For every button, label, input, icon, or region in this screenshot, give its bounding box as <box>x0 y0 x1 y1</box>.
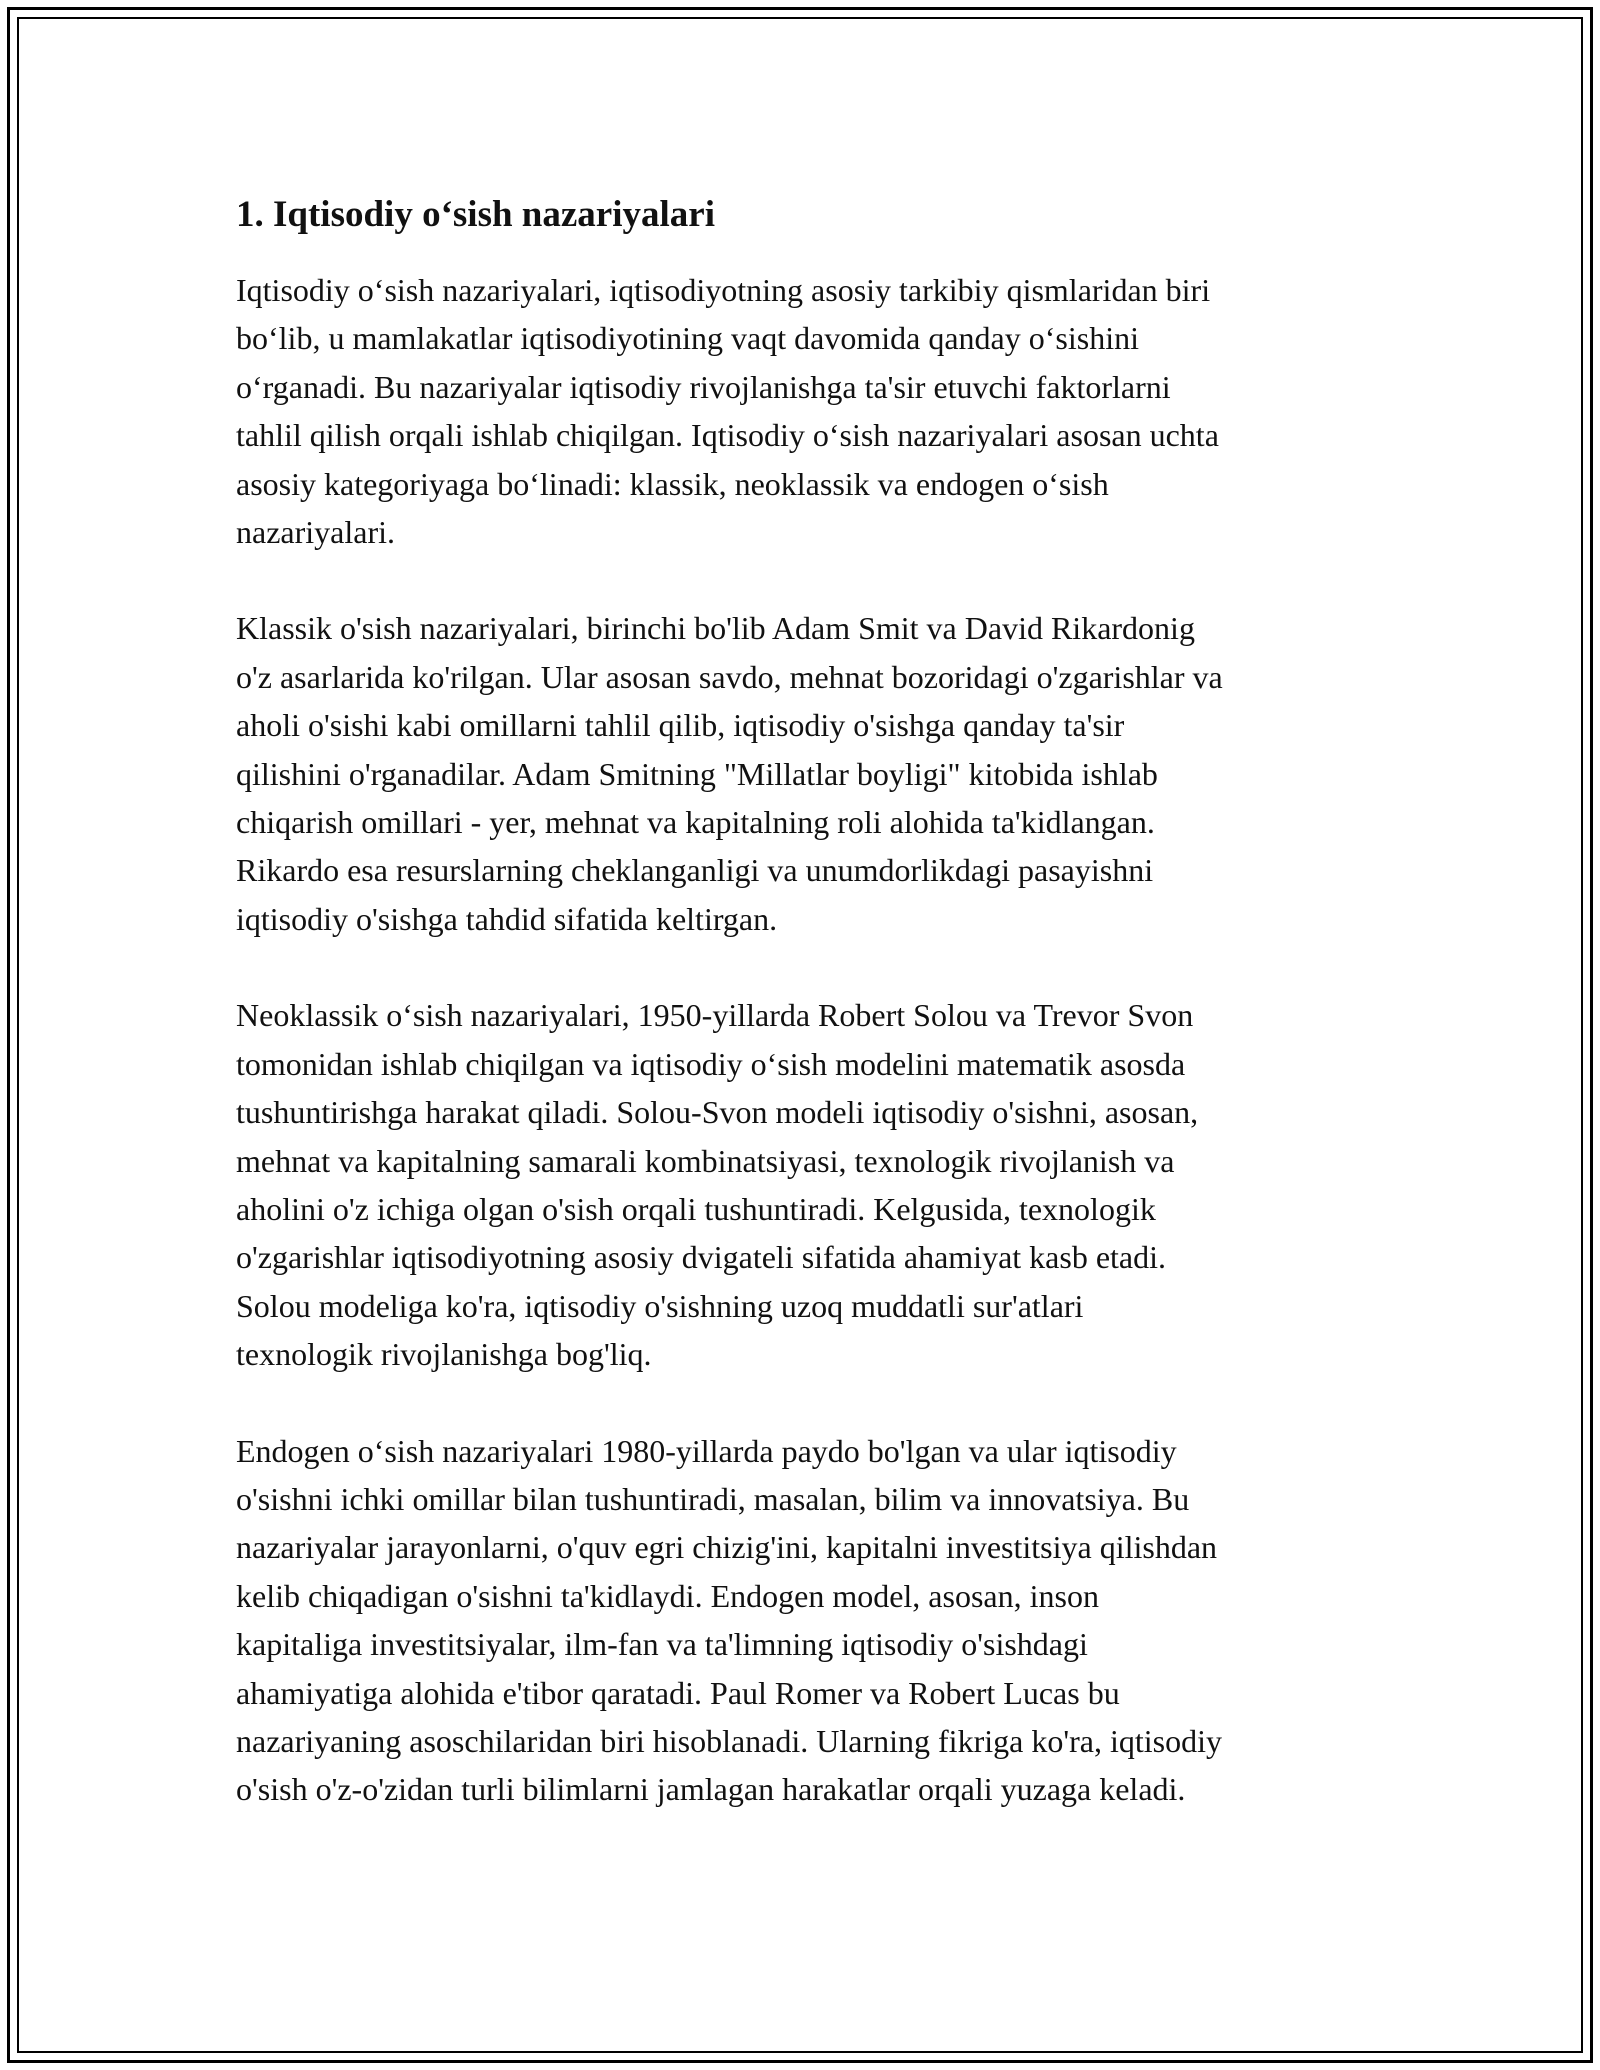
paragraph-endogenous <box>236 1427 1376 1814</box>
text-line: kelib chiqadigan o'sishni ta'kidlaydi. Endogen model, asosan, inson <box>236 1577 1099 1614</box>
text-line: o‘rganadi. Bu nazariyalar iqtisodiy rivojlanishga ta'sir etuvchi faktorlarni <box>236 368 1171 405</box>
text-line: nazariyaning asoschilaridan biri hisoblanadi. Ularning fikriga ko'ra, iqtisodiy <box>236 1722 1222 1759</box>
text-line: nazariyalari. <box>236 514 395 551</box>
text-line: tomonidan ishlab chiqilgan va iqtisodiy o‘sish modelini matematik asosda <box>236 1045 1186 1082</box>
text-line: Endogen o‘sish nazariyalari 1980-yillarda paydo bo'lgan va ular iqtisodiy <box>236 1432 1177 1469</box>
text-line: aholi o'sishi kabi omillarni tahlil qilib, iqtisodiy o'sishga qanday ta'sir <box>236 707 1125 744</box>
document-body <box>236 188 1376 1862</box>
paragraph-classical <box>236 604 1376 943</box>
text-line: Neoklassik o‘sish nazariyalari, 1950-yillarda Robert Solou va Trevor Svon <box>236 997 1194 1034</box>
text-line: o'sish o'z-o'zidan turli bilimlarni jamlagan harakatlar orqali yuzaga keladi. <box>236 1771 1186 1808</box>
text-line: Rikardo esa resurslarning cheklanganligi va unumdorlikdagi pasayishni <box>236 852 1154 889</box>
text-line: kapitaliga investitsiyalar, ilm-fan va ta'limning iqtisodiy o'sishdagi <box>236 1626 1088 1663</box>
text-line: chiqarish omillari - yer, mehnat va kapitalning roli alohida ta'kidlangan. <box>236 804 1155 841</box>
text-line: Klassik o'sish nazariyalari, birinchi bo'lib Adam Smit va David Rikardonig <box>236 610 1195 647</box>
text-line: Solou modeliga ko'ra, iqtisodiy o'sishning uzoq muddatli sur'atlari <box>236 1287 1084 1324</box>
text-line: tahlil qilish orqali ishlab chiqilgan. Iqtisodiy o‘sish nazariyalari asosan uchta <box>236 417 1219 454</box>
text-line: o'z asarlarida ko'rilgan. Ular asosan savdo, mehnat bozoridagi o'zgarishlar va <box>236 658 1223 695</box>
text-line: mehnat va kapitalning samarali kombinatsiyasi, texnologik rivojlanish va <box>236 1142 1175 1179</box>
text-line: Iqtisodiy o‘sish nazariyalari, iqtisodiyotning asosiy tarkibiy qismlaridan biri <box>236 272 1211 308</box>
text-line: bo‘lib, u mamlakatlar iqtisodiyotining vaqt davomida qanday o‘sishini <box>236 320 1139 357</box>
text-line: o'sishni ichki omillar bilan tushuntiradi, masalan, bilim va innovatsiya. Bu <box>236 1480 1190 1517</box>
paragraph-neoclassical <box>236 991 1376 1378</box>
paragraph-intro <box>236 266 1376 556</box>
text-line: iqtisodiy o'sishga tahdid sifatida keltirgan. <box>236 900 778 937</box>
text-line: asosiy kategoriyaga bo‘linadi: klassik, neoklassik va endogen o‘sish <box>236 465 1109 502</box>
text-line: o'zgarishlar iqtisodiyotning asosiy dvigateli sifatida ahamiyat kasb etadi. <box>236 1239 1166 1276</box>
section-heading: 1. Iqtisodiy o‘sish nazariyalari <box>236 194 715 235</box>
text-line: tushuntirishga harakat qiladi. Solou-Svon modeli iqtisodiy o'sishni, asosan, <box>236 1094 1199 1131</box>
text-line: ahamiyatiga alohida e'tibor qaratadi. Paul Romer va Robert Lucas bu <box>236 1674 1120 1711</box>
text-line: nazariyalar jarayonlarni, o'quv egri chizig'ini, kapitalni investitsiya qilishdan <box>236 1529 1218 1566</box>
text-line: texnologik rivojlanishga bog'liq. <box>236 1336 652 1373</box>
text-line: aholini o'z ichiga olgan o'sish orqali tushuntiradi. Kelgusida, texnologik <box>236 1190 1156 1227</box>
text-line: qilishini o'rganadilar. Adam Smitning "Millatlar boyligi" kitobida ishlab <box>236 755 1158 792</box>
